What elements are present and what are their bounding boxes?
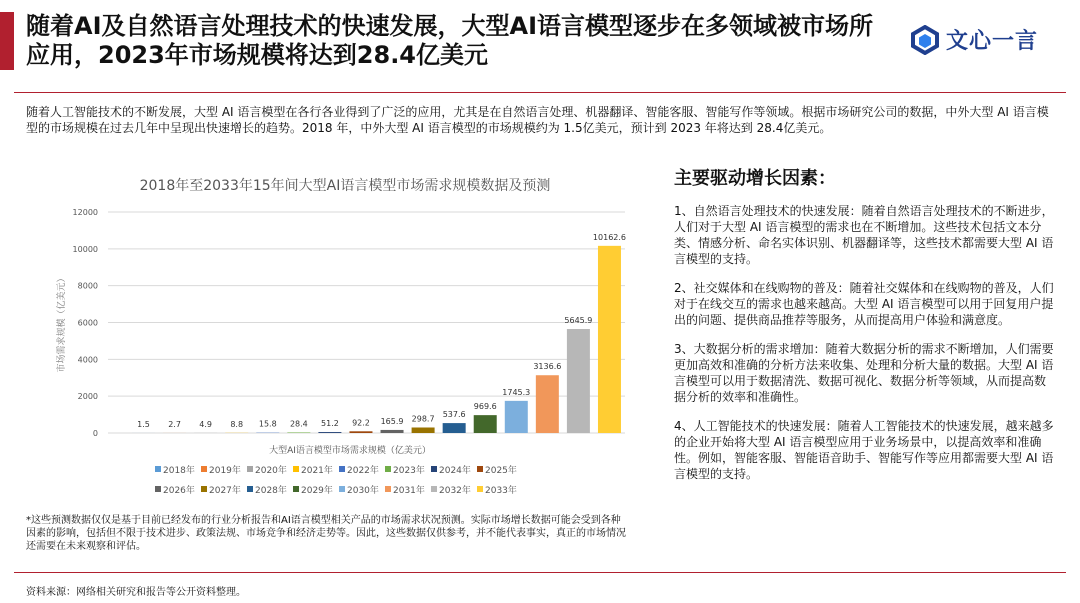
page-title: 随着AI及自然语言处理技术的快速发展，大型AI语言模型逐步在多领域被市场所应用，2023年市场规模将达到28.4亿美元 bbox=[26, 12, 874, 69]
bar-10 bbox=[412, 427, 435, 433]
disclaimer-note: *这些预测数据仅仅是基于目前已经发布的行业分析报告和AI语言模型相关产品的市场需求状况预测。实际市场增长数据可能会受到各种因素的影响，包括但不限于技术进步、政策法规、市场竞争和经济走势等。因此，这些数据仅供参考，并不能代表事实，真正的市场情况还需要在未来观察和评估。 bbox=[26, 515, 626, 552]
chart-title: 2018年至2033年15年间大型AI语言模型市场需求规模数据及预测 bbox=[139, 178, 551, 194]
bar-11 bbox=[443, 423, 466, 433]
legend-entry-7: 2024年 bbox=[439, 466, 471, 476]
legend-entry-14: 2031年 bbox=[393, 486, 425, 496]
legend-entry-1: 2018年 bbox=[163, 466, 195, 476]
data-label-14: 3136.6 bbox=[533, 362, 562, 372]
legend-swatch-14 bbox=[385, 486, 391, 492]
data-label-6: 28.4 bbox=[289, 419, 308, 429]
data-label-12: 969.6 bbox=[473, 402, 497, 412]
legend-entry-11: 2028年 bbox=[255, 486, 287, 496]
legend-swatch-10 bbox=[201, 486, 207, 492]
bar-chart-svg bbox=[50, 170, 640, 515]
legend-swatch-4 bbox=[293, 466, 299, 472]
data-label-2: 2.7 bbox=[168, 419, 181, 429]
data-label-11: 537.6 bbox=[442, 410, 466, 420]
y-tick-label: 6000 bbox=[77, 318, 98, 328]
legend-entry-4: 2021年 bbox=[301, 466, 333, 476]
data-label-5: 15.8 bbox=[258, 419, 277, 429]
bar-14 bbox=[536, 375, 559, 433]
y-tick-label: 12000 bbox=[72, 208, 98, 217]
intro-paragraph: 随着人工智能技术的不断发展，大型 AI 语言模型在各行各业得到了广泛的应用，尤其是在自然语言处理、机器翻译、智能客服、智能写作等领域。根据市场研究公司的数据，中外大型 AI 语言模型的市场规模在过去几年中呈现出快速增长的趋势。2018 年，中外大型 AI 语言模型的市场规模约为 1.5亿美元，预计到 2023 年将达到 28.4亿美元。 bbox=[26, 105, 1049, 135]
legend-entry-12: 2029年 bbox=[301, 486, 333, 496]
legend-swatch-15 bbox=[431, 486, 437, 492]
legend-entry-16: 2033年 bbox=[485, 486, 517, 496]
drivers-title: 主要驱动增长因素： bbox=[674, 168, 836, 189]
data-label-9: 165.9 bbox=[380, 416, 404, 426]
driver-item-1: 1、自然语言处理技术的快速发展：随着自然语言处理技术的不断进步，人们对于大型 AI 语言模型的需求也在不断增加。这些技术包括文本分类、情感分析、命名实体识别、机器翻译等，这些技术都需要大型 AI 语言模型的支持。 bbox=[674, 204, 1054, 266]
data-label-13: 1745.3 bbox=[502, 387, 531, 397]
market-size-chart bbox=[50, 170, 640, 515]
legend-swatch-11 bbox=[247, 486, 253, 492]
legend-swatch-6 bbox=[385, 466, 391, 472]
legend-entry-3: 2020年 bbox=[255, 466, 287, 476]
data-label-15: 5645.9 bbox=[564, 316, 593, 326]
data-label-8: 92.2 bbox=[352, 418, 370, 428]
bar-6 bbox=[287, 432, 310, 433]
data-label-10: 298.7 bbox=[411, 414, 435, 424]
data-label-16: 10162.6 bbox=[592, 232, 627, 242]
data-label-4: 8.8 bbox=[230, 419, 244, 429]
y-tick-label: 8000 bbox=[77, 281, 98, 291]
bar-9 bbox=[381, 430, 404, 433]
legend-swatch-5 bbox=[339, 466, 345, 472]
brand-name: 文心一言 bbox=[946, 29, 1039, 54]
x-axis-label: 大型AI语言模型市场需求规模（亿美元） bbox=[269, 446, 431, 456]
driver-item-2: 2、社交媒体和在线购物的普及：随着社交媒体和在线购物的普及，人们对于在线交互的需求也越来越高。大型 AI 语言模型可以用于回复用户提出的问题、提供商品推荐等服务，从而提高用户体验和满意度。 bbox=[674, 281, 1054, 327]
bar-7 bbox=[318, 432, 341, 433]
legend-swatch-16 bbox=[477, 486, 483, 492]
brand-logo bbox=[910, 24, 1038, 55]
data-label-1: 1.5 bbox=[137, 419, 150, 429]
legend-entry-10: 2027年 bbox=[209, 486, 241, 496]
source-note: 资料来源：网络相关研究和报告等公开资料整理。 bbox=[26, 587, 246, 598]
bar-15 bbox=[567, 329, 590, 433]
legend-entry-5: 2022年 bbox=[347, 466, 379, 476]
data-label-7: 51.2 bbox=[321, 419, 339, 429]
brand-hexagon-icon bbox=[910, 25, 940, 55]
legend-swatch-8 bbox=[477, 466, 483, 472]
legend-swatch-13 bbox=[339, 486, 345, 492]
legend-swatch-7 bbox=[431, 466, 437, 472]
driver-item-4: 4、人工智能技术的快速发展：随着人工智能技术的快速发展，越来越多的企业开始将大型 AI 语言模型应用于业务场景中，以提高效率和准确性。例如，智能客服、智能语音助手、智能写作等应用都需要大型 AI 语言模型的支持。 bbox=[674, 419, 1054, 481]
legend-swatch-2 bbox=[201, 466, 207, 472]
driver-item-3: 3、大数据分析的需求增加：随着大数据分析的需求不断增加，人们需要更加高效和准确的分析方法来收集、处理和分析大量的数据。大型 AI 语言模型可以用于数据清洗、数据可视化、数据分析等领域，从而提高数据分析的效率和准确性。 bbox=[674, 342, 1054, 404]
legend-entry-15: 2032年 bbox=[439, 486, 471, 496]
legend-entry-8: 2025年 bbox=[485, 466, 517, 476]
y-tick-label: 0 bbox=[92, 429, 98, 438]
y-tick-label: 2000 bbox=[77, 392, 98, 402]
y-tick-label: 4000 bbox=[77, 355, 98, 365]
title-accent-bar bbox=[0, 12, 14, 70]
bar-13 bbox=[505, 401, 528, 433]
legend-entry-2: 2019年 bbox=[209, 466, 241, 476]
data-label-3: 4.9 bbox=[199, 419, 213, 429]
y-axis-label: 市场需求规模（亿美元） bbox=[57, 273, 67, 373]
legend-entry-6: 2023年 bbox=[393, 466, 425, 476]
bar-16 bbox=[598, 246, 621, 433]
legend-entry-9: 2026年 bbox=[163, 486, 195, 496]
bottom-divider bbox=[14, 572, 1066, 573]
legend-swatch-1 bbox=[155, 466, 161, 472]
legend-swatch-3 bbox=[247, 466, 253, 472]
drivers-list bbox=[674, 203, 1054, 495]
legend-entry-13: 2030年 bbox=[347, 486, 379, 496]
legend-swatch-9 bbox=[155, 486, 161, 492]
y-tick-label: 10000 bbox=[72, 244, 98, 254]
bar-12 bbox=[474, 415, 497, 433]
legend-swatch-12 bbox=[293, 486, 299, 492]
top-divider bbox=[14, 92, 1066, 93]
bar-8 bbox=[349, 431, 372, 433]
